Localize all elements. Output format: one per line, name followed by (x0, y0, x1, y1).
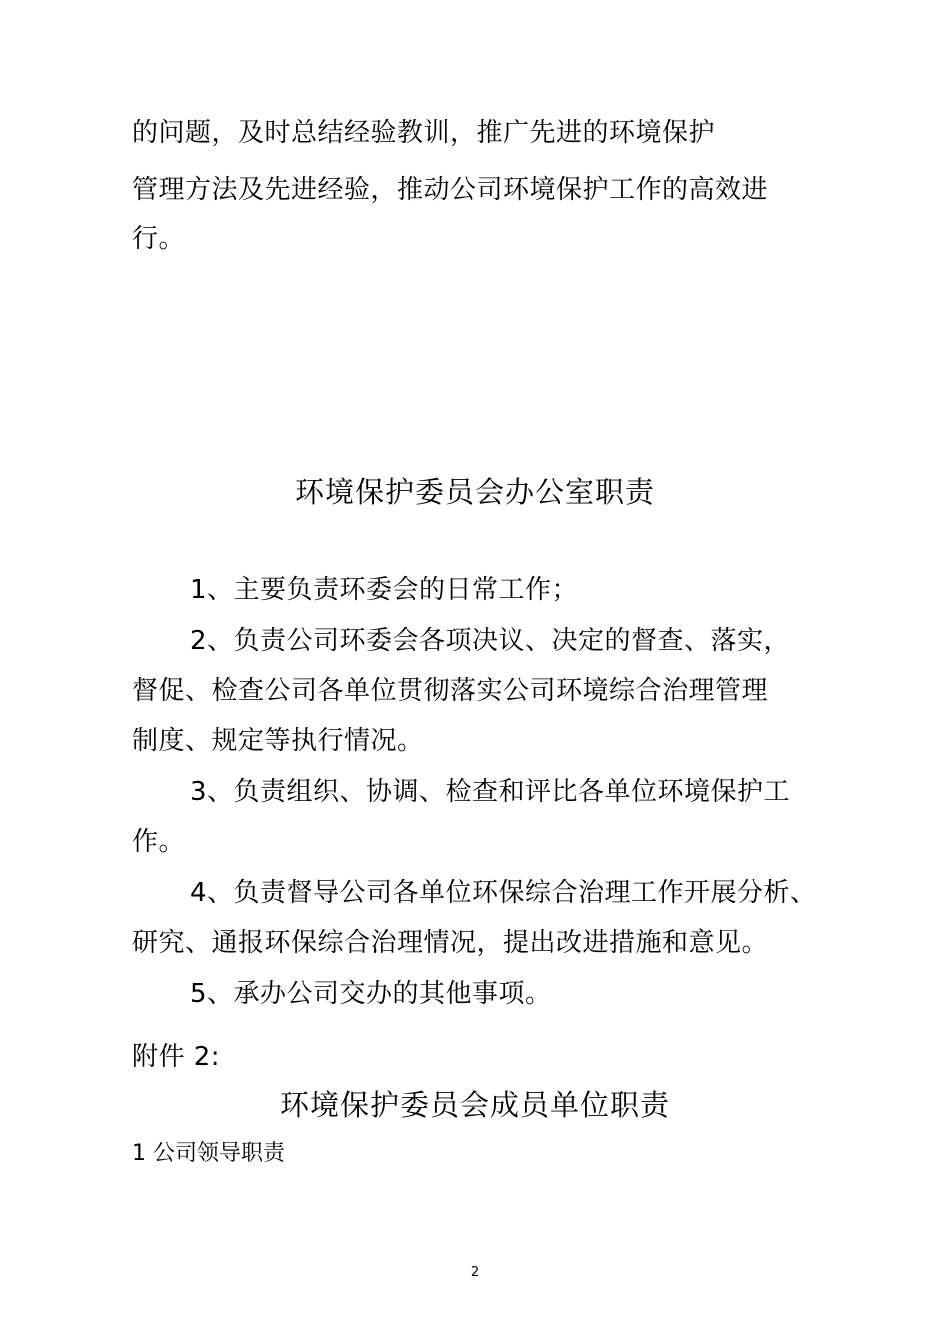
list-item-line: 2、负责公司环委会各项决议、决定的督查、落实， (190, 626, 791, 656)
attachment-title: 环境保护委员会成员单位职责 (279, 1088, 670, 1122)
list-item-line: 督促、检查公司各单位贯彻落实公司环境综合治理管理 (132, 676, 769, 706)
paragraph-line: 管理方法及先进经验，推动公司环境保护工作的高效进 (132, 175, 769, 205)
list-item-line: 研究、通报环保综合治理情况，提出改进措施和意见。 (132, 928, 769, 958)
list-item-line: 制度、规定等执行情况。 (132, 726, 424, 756)
list-item-line: 3、负责组织、协调、检查和评比各单位环境保护工 (190, 777, 791, 807)
section-title: 环境保护委员会办公室职责 (294, 475, 655, 509)
list-item-line: 作。 (132, 827, 186, 857)
paragraph-line: 的问题，及时总结经验教训，推广先进的环境保护 (132, 118, 716, 148)
page-number: 2 (470, 1265, 480, 1280)
paragraph-line: 行。 (132, 224, 186, 254)
list-item-line: 4、负责督导公司各单位环保综合治理工作开展分析、 (190, 878, 817, 908)
list-item-line: 5、承办公司交办的其他事项。 (190, 979, 552, 1009)
list-item-line: 1、主要负责环委会的日常工作； (190, 575, 579, 605)
attachment-label: 附件 2: (132, 1042, 221, 1072)
subheading: 1 公司领导职责 (132, 1141, 285, 1166)
